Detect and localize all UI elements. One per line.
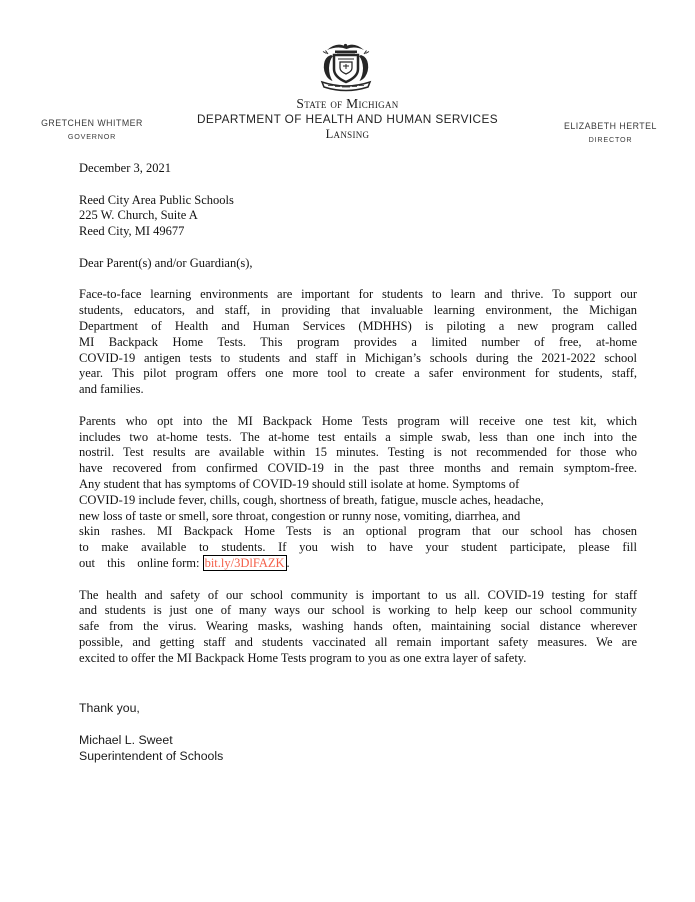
city-heading: Lansing [325,127,370,141]
text-line: MI Backpack Home Tests. This program provides a limited number of free, at-home [79,334,637,349]
text-segment: online form: [137,555,203,570]
text-line: Any student that has symptoms of COVID-19 should still isolate at home. Symptoms of [79,476,520,491]
coat-of-arms-icon [316,38,376,98]
online-form-link[interactable]: bit.ly/3DlFAZK [204,555,285,570]
director-name: ELIZABETH HERTEL [564,121,657,131]
text-line: COVID-19 antigen tests to students and staff in Michigan’s schools during the 2021-2022 school [79,350,637,365]
text-line: possible, and getting staff and students vaccinated all remain important safety measures. We are [79,634,637,649]
text-line: Face-to-face learning environments are important for students to learn and thrive. To support our [79,287,637,302]
text-line: have recovered from confirmed COVID-19 in the past three months and remain symptom-free. [79,461,637,476]
department-heading: DEPARTMENT OF HEALTH AND HUMAN SERVICES [197,112,498,126]
text-line: students, educators, and staff, in providing that invaluable learning environment, the Michigan [79,303,637,318]
text-line: includes two at-home tests. The at-home test entails a simple swab, less than one inch into the [79,429,637,444]
salutation: Dear Parent(s) and/or Guardian(s), [79,255,253,270]
letter-date: December 3, 2021 [79,161,171,175]
paragraph [79,414,637,572]
text-line: Department of Health and Human Services (MDHHS) is piloting a new program called [79,318,637,333]
text-line [79,556,637,572]
text-line: and students is just one of many ways our school is working to help keep our school community [79,603,637,618]
governor-title: GOVERNOR [67,132,117,141]
governor-name: GRETCHEN WHITMER [41,118,143,128]
governor-block [18,118,166,141]
signature-name: Michael L. Sweet [79,732,173,747]
text-line: nostril. Test results are available within 15 minutes. Testing is not recommended for those who [79,445,637,460]
text-line: new loss of taste or smell, sore throat, congestion or runny nose, vomiting, diarrhea, and [79,508,521,523]
recipient-line: 225 W. Church, Suite A [79,208,198,223]
text-line: excited to offer the MI Backpack Home Tests program to you as one extra layer of safety. [79,650,527,665]
text-line: year. This pilot program offers one more tool to create a safer environment for students, staff, [79,366,637,381]
text-segment: . [286,555,290,570]
michigan-state-seal [316,38,376,98]
text-line: The health and safety of our school community is important to us all. COVID-19 testing for staff [79,587,637,602]
text-segment: out this [79,555,138,570]
text-line: Parents who opt into the MI Backpack Home Tests program will receive one test kit, which [79,413,637,428]
paragraph [79,287,637,398]
director-title: DIRECTOR [588,135,633,144]
director-block [538,121,683,144]
closing-block [79,700,637,764]
text-line: skin rashes. MI Backpack Home Tests is an optional program that our school has chosen [79,524,637,539]
recipient-line: Reed City, MI 49677 [79,224,185,239]
recipient-line: Reed City Area Public Schools [79,192,234,207]
text-line: and families. [79,382,144,397]
signature-title: Superintendent of Schools [79,748,224,763]
paragraphs-container [79,287,637,666]
text-line: safe from the virus. Wearing masks, washing hands often, maintaining social distance wherever [79,619,637,634]
state-of-michigan-heading: State of Michigan [296,96,399,111]
letter-body [79,161,637,764]
text-line: COVID-19 include fever, chills, cough, shortness of breath, fatigue, muscle aches, headache, [79,492,544,507]
closing-thanks: Thank you, [79,700,140,715]
text-line: to make available to students. If you wish to have your student participate, please fill [79,540,637,555]
recipient-address [79,193,637,240]
paragraph [79,588,637,667]
